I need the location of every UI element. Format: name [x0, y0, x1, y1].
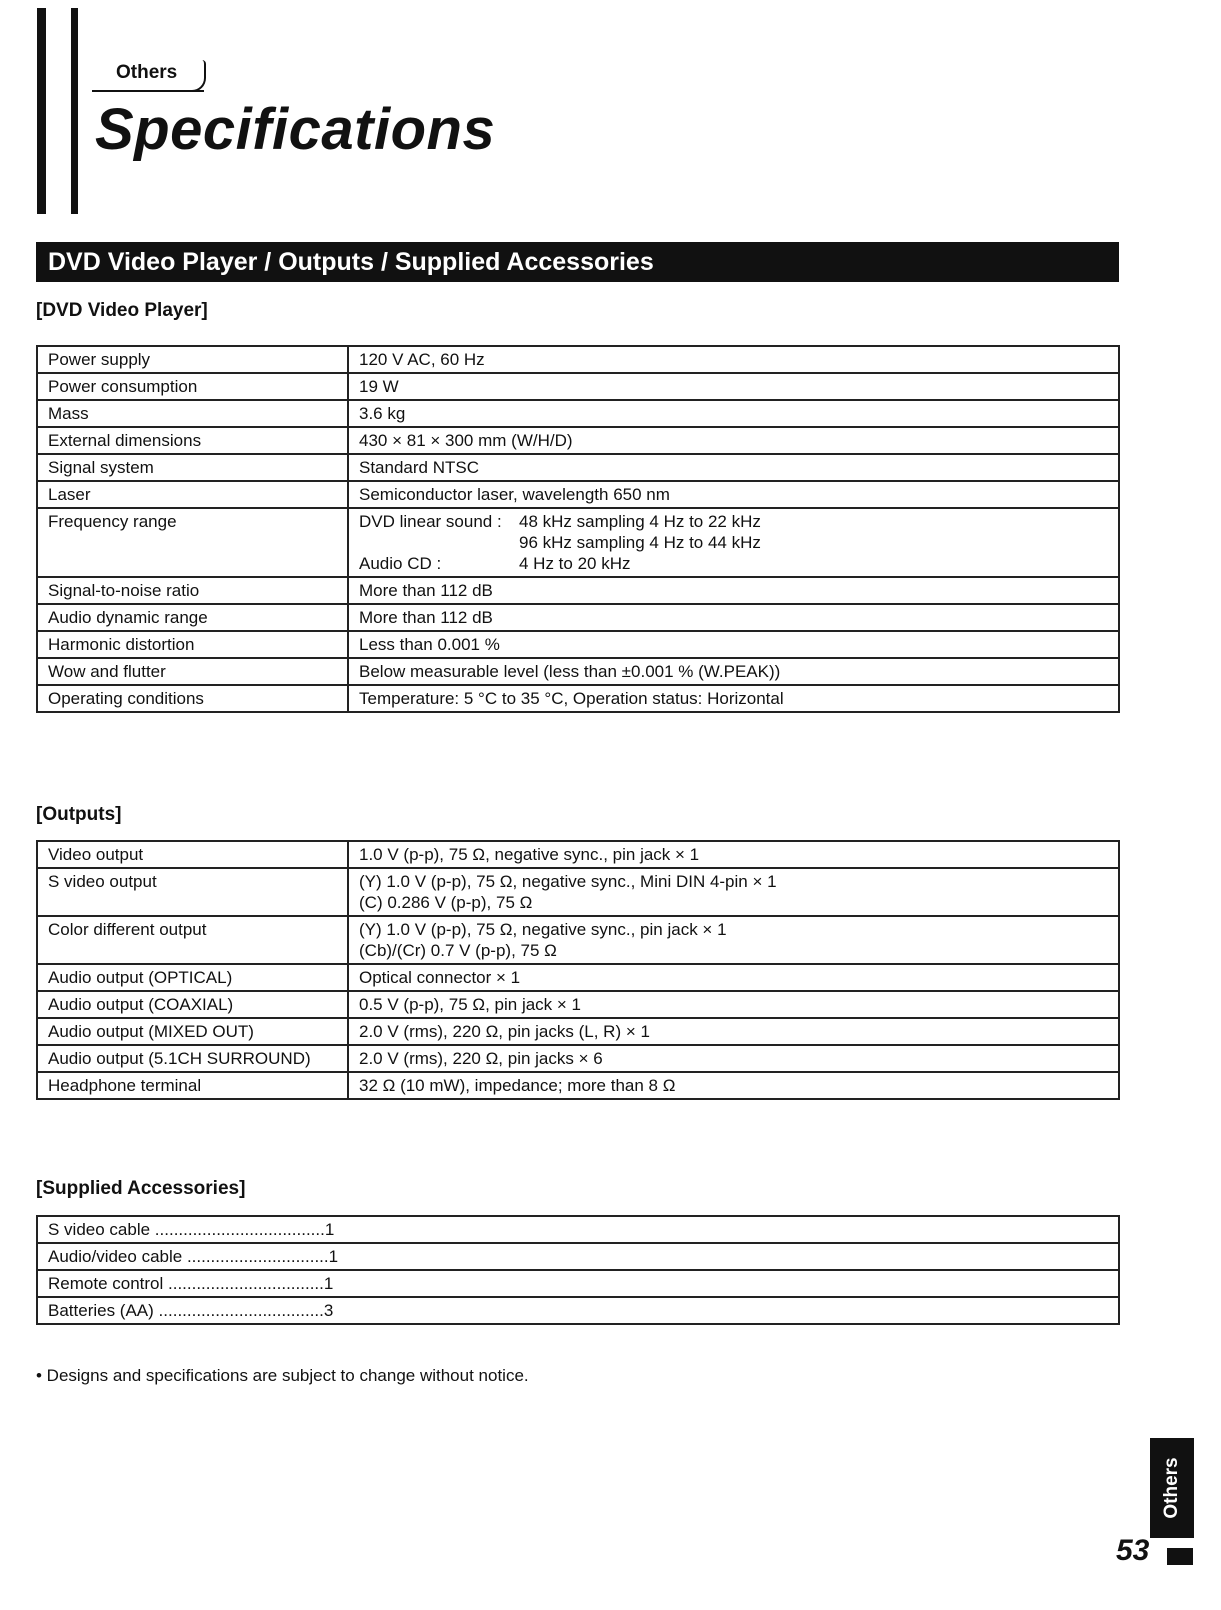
outputs-table — [36, 840, 1120, 1100]
spec-label: External dimensions — [37, 427, 348, 454]
table-row — [37, 454, 1119, 481]
spec-value: 2.0 V (rms), 220 Ω, pin jacks (L, R) × 1 — [348, 1018, 1119, 1045]
spec-value: Semiconductor laser, wavelength 650 nm — [348, 481, 1119, 508]
accessory-dots: .............................. — [186, 1247, 329, 1266]
freq-cd-label: Audio CD : — [359, 554, 442, 573]
spec-value: 1.0 V (p-p), 75 Ω, negative sync., pin jack × 1 — [348, 841, 1119, 868]
spec-label: Harmonic distortion — [37, 631, 348, 658]
table-row — [37, 427, 1119, 454]
table-row — [37, 577, 1119, 604]
accessory-name: S video cable — [48, 1220, 155, 1239]
spec-label: Mass — [37, 400, 348, 427]
spec-label: Headphone terminal — [37, 1072, 348, 1099]
spec-value: 120 V AC, 60 Hz — [348, 346, 1119, 373]
table-row — [37, 685, 1119, 712]
freq-dvd-line-2 — [359, 532, 1108, 553]
table-row — [37, 604, 1119, 631]
accessory-cell — [37, 1243, 1119, 1270]
spec-value: (Y) 1.0 V (p-p), 75 Ω, negative sync., pin jack × 1 (Cb)/(Cr) 0.7 V (p-p), 75 Ω — [348, 916, 1119, 964]
table-row — [37, 841, 1119, 868]
list-item — [37, 1216, 1119, 1243]
table-row — [37, 1018, 1119, 1045]
spec-value: 0.5 V (p-p), 75 Ω, pin jack × 1 — [348, 991, 1119, 1018]
spec-label: Video output — [37, 841, 348, 868]
freq-cd-line — [359, 553, 1108, 574]
freq-dvd-value-2: 96 kHz sampling 4 Hz to 44 kHz — [519, 533, 761, 552]
section-tag-bracket — [192, 60, 206, 92]
accessory-name: Audio/video cable — [48, 1247, 187, 1266]
page-title: Specifications — [95, 97, 496, 162]
section-tag — [92, 58, 212, 94]
spec-value: 2.0 V (rms), 220 Ω, pin jacks × 6 — [348, 1045, 1119, 1072]
spec-label: Signal-to-noise ratio — [37, 577, 348, 604]
accessory-qty: 3 — [323, 1301, 334, 1320]
footnote: • Designs and specifications are subject to change without notice. — [36, 1366, 529, 1385]
table-row — [37, 400, 1119, 427]
list-item — [37, 1297, 1119, 1324]
section-banner: DVD Video Player / Outputs / Supplied Accessories — [36, 242, 1119, 282]
page-marker — [1167, 1548, 1193, 1565]
spec-label: Frequency range — [37, 508, 348, 577]
spec-value: 430 × 81 × 300 mm (W/H/D) — [348, 427, 1119, 454]
table-row — [37, 373, 1119, 400]
spec-label: Color different output — [37, 916, 348, 964]
list-item — [37, 1270, 1119, 1297]
spec-label: Audio output (MIXED OUT) — [37, 1018, 348, 1045]
margin-bar-right — [71, 8, 78, 214]
accessory-qty: 1 — [328, 1247, 339, 1266]
spec-label: S video output — [37, 868, 348, 916]
table-row — [37, 916, 1119, 964]
list-item — [37, 1243, 1119, 1270]
spec-value: (Y) 1.0 V (p-p), 75 Ω, negative sync., Mini DIN 4-pin × 1 (C) 0.286 V (p-p), 75 Ω — [348, 868, 1119, 916]
accessory-cell — [37, 1270, 1119, 1297]
spec-label: Audio dynamic range — [37, 604, 348, 631]
spec-label: Audio output (5.1CH SURROUND) — [37, 1045, 348, 1072]
freq-dvd-label: DVD linear sound : — [359, 512, 502, 531]
accessory-cell — [37, 1216, 1119, 1243]
outputs-heading: [Outputs] — [36, 804, 122, 825]
spec-value: Temperature: 5 °C to 35 °C, Operation status: Horizontal — [348, 685, 1119, 712]
page-number: 53 — [1116, 1534, 1150, 1567]
margin-bar-left — [37, 8, 46, 214]
dvd-player-table — [36, 345, 1120, 713]
table-row — [37, 346, 1119, 373]
freq-dvd-value-1: 48 kHz sampling 4 Hz to 22 kHz — [519, 512, 761, 531]
spec-value: More than 112 dB — [348, 577, 1119, 604]
spec-value: 3.6 kg — [348, 400, 1119, 427]
section-tag-label: Others — [116, 62, 178, 83]
dvd-player-heading: [DVD Video Player] — [36, 300, 208, 321]
accessories-heading: [Supplied Accessories] — [36, 1178, 246, 1199]
accessory-qty: 1 — [324, 1220, 335, 1239]
table-row — [37, 658, 1119, 685]
spec-label: Operating conditions — [37, 685, 348, 712]
spec-value: Below measurable level (less than ±0.001 % (W.PEAK)) — [348, 658, 1119, 685]
accessory-qty: 1 — [323, 1274, 334, 1293]
spec-value: Less than 0.001 % — [348, 631, 1119, 658]
spec-value: 19 W — [348, 373, 1119, 400]
freq-cd-value: 4 Hz to 20 kHz — [519, 554, 631, 573]
section-tag-underline — [92, 90, 204, 92]
spec-label: Power supply — [37, 346, 348, 373]
accessory-name: Remote control — [48, 1274, 168, 1293]
table-row — [37, 1045, 1119, 1072]
spec-label: Power consumption — [37, 373, 348, 400]
accessory-name: Batteries (AA) — [48, 1301, 159, 1320]
accessory-dots: ................................... — [158, 1301, 324, 1320]
spec-value: 32 Ω (10 mW), impedance; more than 8 Ω — [348, 1072, 1119, 1099]
spec-label: Laser — [37, 481, 348, 508]
table-row — [37, 868, 1119, 916]
table-row — [37, 964, 1119, 991]
accessory-cell — [37, 1297, 1119, 1324]
spec-value: More than 112 dB — [348, 604, 1119, 631]
spec-label: Signal system — [37, 454, 348, 481]
accessory-dots: ................................. — [168, 1274, 324, 1293]
spec-value: Optical connector × 1 — [348, 964, 1119, 991]
spec-label: Audio output (COAXIAL) — [37, 991, 348, 1018]
side-tab-label: Others — [1161, 1457, 1182, 1519]
table-row — [37, 481, 1119, 508]
spec-label: Wow and flutter — [37, 658, 348, 685]
table-row-frequency — [37, 508, 1119, 577]
spec-value-frequency — [348, 508, 1119, 577]
table-row — [37, 991, 1119, 1018]
spec-value: Standard NTSC — [348, 454, 1119, 481]
table-row — [37, 1072, 1119, 1099]
freq-dvd-line — [359, 511, 1108, 532]
side-tab — [1150, 1438, 1194, 1538]
accessories-table — [36, 1215, 1120, 1325]
table-row — [37, 631, 1119, 658]
accessory-dots: .................................... — [154, 1220, 325, 1239]
spec-label: Audio output (OPTICAL) — [37, 964, 348, 991]
